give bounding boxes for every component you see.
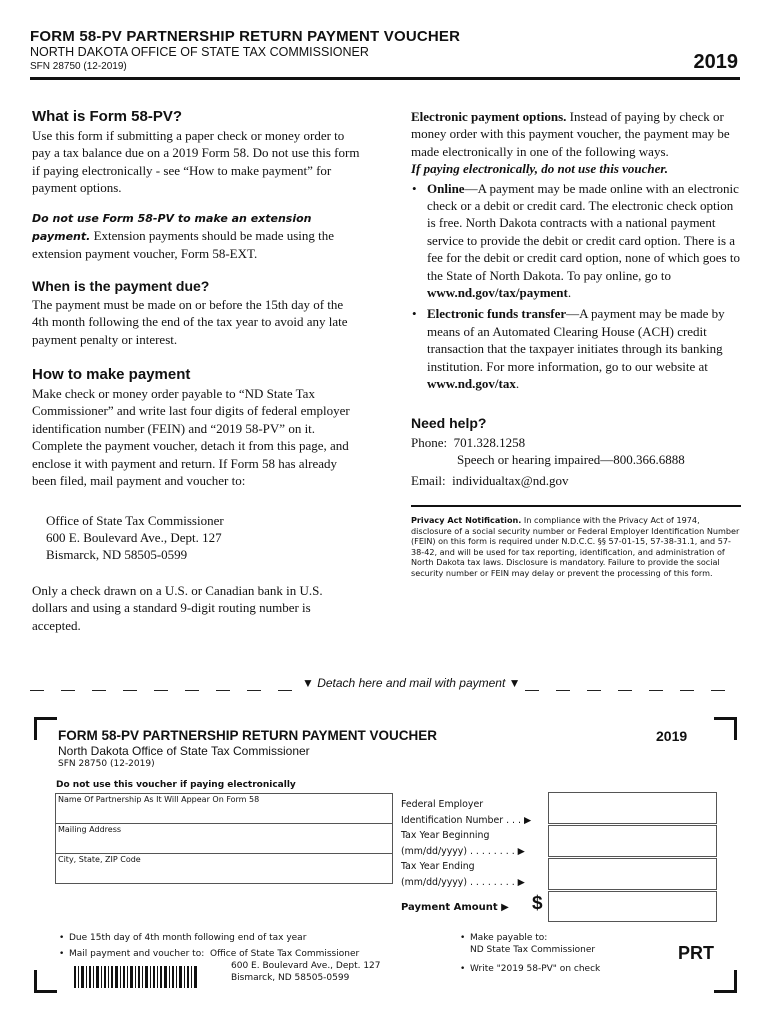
dollar-sign: $: [532, 893, 543, 914]
electronic-options-list: [411, 180, 743, 393]
list-item: [459, 933, 659, 956]
extension-note: [32, 209, 360, 263]
mail-address-line: Office of State Tax Commissioner: [209, 948, 360, 959]
how-heading: How to make payment: [32, 366, 191, 384]
address-line: Office of State Tax Commissioner: [46, 512, 224, 528]
tax-year-begin-label: Tax Year Beginning (mm/dd/yyyy) . . . . . . . . ▶: [401, 830, 525, 857]
address-line: Bismarck, ND 58505-0599: [46, 547, 188, 563]
online-label: Online: [427, 180, 465, 196]
extension-note-bold: Do not use Form 58-PV to make an extension payment.: [32, 211, 312, 244]
voucher-agency: North Dakota Office of State Tax Commissioner: [58, 744, 310, 758]
privacy-body: In compliance with the Privacy Act of 1974, disclosure of a social security number or Federal Employer Identification Number (FEIN) on this form is required under N.D.C.C. §§ 57-01-15, 57-38-31.1, and 57-38-42, and will be used for tax reporting, identification, and administration of North Dakota tax laws. Disclosure is mandatory. Failure to provide the social security number or FEIN may delay or prevent the processing of this form.: [411, 515, 740, 578]
how-body: Make check or money order payable to “ND State Tax Commissioner” and write last four digits of federal employer identification number (FEIN) and “2019 58-PV” on it. Complete the payment voucher, detach it from this page, and enclose it with payment and return. If Form 58 has already been filed, mail payment and voucher to:: [32, 386, 350, 489]
tax-year: 2019: [693, 51, 738, 73]
list-item: • Write "2019 58-PV" on check: [459, 964, 659, 976]
electronic-warning: If paying electronically, do not use this voucher.: [411, 161, 668, 177]
what-body: Use this form if submitting a paper check or money order to pay a tax balance due on a 2019 Form 58. Do not use this form if paying electronically - see “How to make payment” for payment options.: [32, 128, 360, 196]
eft-label: Electronic funds transfer: [427, 306, 567, 322]
payee-instructions: [459, 933, 659, 976]
when-heading: When is the payment due?: [32, 277, 210, 294]
mailing-address: [32, 512, 360, 564]
payment-amount-field[interactable]: [548, 891, 717, 922]
email-link[interactable]: individualtax@nd.gov: [452, 473, 569, 489]
voucher-instructions: [58, 933, 418, 960]
agency-name: NORTH DAKOTA OFFICE OF STATE TAX COMMISSIONER: [30, 45, 369, 59]
prt-code: PRT: [678, 943, 714, 963]
form-number: SFN 28750 (12-2019): [30, 61, 127, 72]
list-item: • Online—A payment may be made online with an electronic check or a debit or credit card. The electronic check option is free. North Dakota contracts with a national payment service to provide the debit or credit card option. There is a fee for the debit or credit card option, none of which goes to the State of North Dakota. To pay online, go to www.nd.gov/tax/payment.: [411, 180, 743, 302]
what-heading: What is Form 58-PV?: [32, 108, 183, 125]
field-label: Mailing Address: [58, 825, 122, 834]
instructions-left-column: [32, 108, 360, 634]
phone-label: Phone:: [411, 434, 448, 450]
electronic-options: [411, 108, 743, 178]
partnership-name-field[interactable]: [55, 793, 393, 824]
electronic-options-body: Instead of paying by check or money order with this payment voucher, the payment may be made electronically in one of the following ways.: [411, 109, 730, 159]
tax-year-end-field[interactable]: [548, 858, 717, 890]
header-divider: [30, 77, 740, 80]
tax-year-end-label: Tax Year Ending (mm/dd/yyyy) . . . . . . . . ▶: [401, 861, 525, 888]
eft-body: —A payment may be made by means of an Automated Clearing House (ACH) credit transaction that the taxpayer initiates through its banking institution. For more information, go to our website at: [427, 306, 725, 374]
email-label: Email:: [411, 473, 446, 489]
corner-mark: [34, 717, 57, 740]
online-url-link[interactable]: www.nd.gov/tax/payment: [427, 285, 568, 301]
electronic-options-bold: Electronic payment options.: [411, 109, 567, 124]
address-line: 600 E. Boulevard Ave., Dept. 127: [46, 529, 222, 545]
barcode: [74, 966, 198, 988]
help-contacts: [411, 434, 743, 490]
instructions-right-column: [411, 108, 743, 490]
detach-text: ▼ Detach here and mail with payment ▼: [302, 676, 521, 690]
payable-label: • Make payable to:: [470, 933, 548, 943]
list-item: [58, 949, 418, 961]
payable-to: ND State Tax Commissioner: [470, 944, 596, 955]
list-item: • Electronic funds transfer—A payment may be made by means of an Automated Clearing House (ACH) credit transaction that the taxpayer initiates through its banking institution. For more information, go to our website at www.nd.gov/tax.: [411, 305, 743, 392]
mailing-address-field[interactable]: [55, 823, 393, 854]
corner-mark: [714, 970, 737, 993]
extension-note-body: Extension payments should be made using the extension payment voucher, Form 58-EXT.: [32, 228, 335, 262]
list-item: • Due 15th day of 4th month following end of tax year: [58, 933, 418, 945]
tax-url-link[interactable]: www.nd.gov/tax: [427, 376, 516, 392]
fein-label: Federal Employer Identification Number . . . ▶: [401, 799, 532, 826]
check-note: Only a check drawn on a U.S. or Canadian bank in U.S. dollars and using a standard 9-digit routing number is accepted.: [32, 582, 323, 633]
help-heading: Need help?: [411, 414, 487, 431]
city-state-zip-field[interactable]: [55, 853, 393, 884]
phone-number: 701.328.1258: [453, 434, 526, 450]
online-body: —A payment may be made online with an electronic check or a debit or credit card. The electronic check option is free. North Dakota contracts with a national payment service to provide the debit or credit card option. There is a fee for the debit or credit card option, none of which goes to the State of North Dakota. To pay online, go to: [427, 180, 740, 283]
privacy-notice: [411, 515, 741, 579]
voucher-year: 2019: [656, 728, 688, 744]
when-body: The payment must be made on or before the 15th day of the 4th month following the end of the tax year to avoid any late payment penalty or interest.: [32, 296, 348, 347]
privacy-divider: [411, 505, 741, 507]
payment-amount-label: Payment Amount ▶: [401, 902, 509, 913]
mail-prefix: Mail payment and voucher to:: [69, 948, 205, 959]
corner-mark: [34, 970, 57, 993]
voucher-form-number: SFN 28750 (12-2019): [58, 759, 155, 769]
mail-address-line: Bismarck, ND 58505-0599: [231, 972, 350, 983]
form-title: FORM 58-PV PARTNERSHIP RETURN PAYMENT VOUCHER: [30, 28, 461, 45]
tax-year-begin-field[interactable]: [548, 825, 717, 857]
privacy-heading: Privacy Act Notification.: [411, 515, 522, 525]
voucher-title: FORM 58-PV PARTNERSHIP RETURN PAYMENT VOUCHER: [58, 728, 438, 743]
fein-field[interactable]: [548, 792, 717, 824]
mail-address-line: 600 E. Boulevard Ave., Dept. 127: [231, 961, 381, 971]
field-label: City, State, ZIP Code: [58, 855, 141, 864]
voucher-mail-address: [231, 961, 381, 984]
corner-mark: [714, 717, 737, 740]
voucher-warning: Do not use this voucher if paying electronically: [56, 780, 296, 790]
speech-line: Speech or hearing impaired—800.366.6888: [457, 451, 685, 467]
detach-line: [30, 674, 742, 694]
field-label: Name Of Partnership As It Will Appear On Form 58: [58, 795, 260, 804]
